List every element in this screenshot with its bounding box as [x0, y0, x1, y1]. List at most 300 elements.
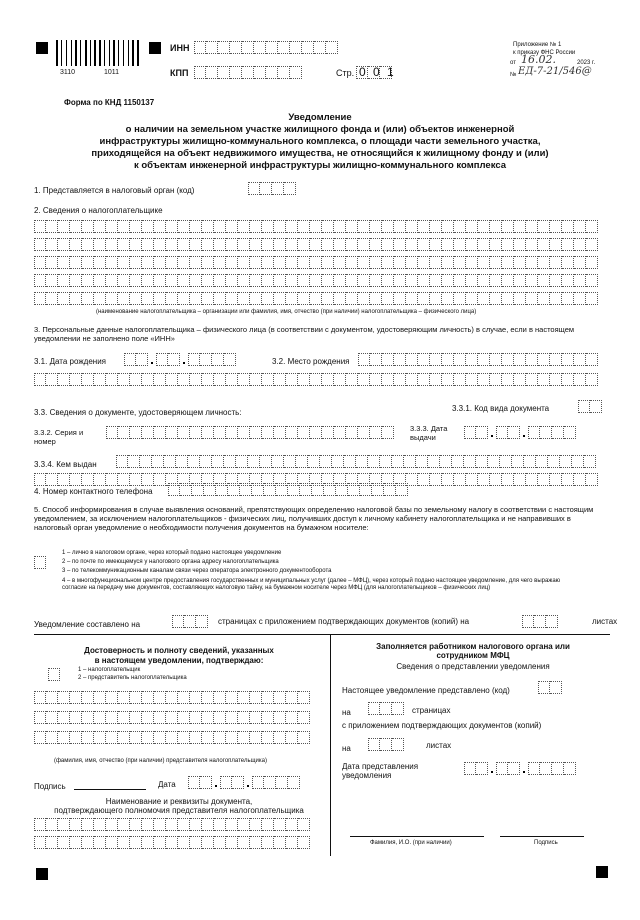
- confirm-title-1: Достоверность и полноту сведений, указанных: [84, 646, 274, 655]
- date-separator: [180, 353, 188, 366]
- cell: [34, 691, 46, 704]
- cell: [370, 274, 382, 287]
- cell: [358, 292, 370, 305]
- cell: [94, 691, 106, 704]
- cell: [346, 274, 358, 287]
- cell: [394, 220, 406, 233]
- cell: [538, 681, 550, 694]
- cell: [496, 426, 508, 439]
- cell: [130, 731, 142, 744]
- cell: [238, 238, 250, 251]
- cell: [298, 274, 310, 287]
- cell: [166, 373, 178, 386]
- cell: [142, 292, 154, 305]
- barcode-bar: [137, 40, 139, 66]
- doc-series-number-field[interactable]: [106, 426, 394, 439]
- cell: [322, 274, 334, 287]
- cell: [418, 473, 430, 486]
- cell: [508, 762, 520, 775]
- cell: [94, 238, 106, 251]
- cell: [94, 836, 106, 849]
- taxpayer-name-row-2[interactable]: [34, 238, 598, 251]
- cell: [236, 455, 248, 468]
- cell: [336, 483, 348, 496]
- cell: [284, 182, 296, 195]
- cell: [502, 292, 514, 305]
- cell: [334, 292, 346, 305]
- cell: [274, 220, 286, 233]
- cell: [394, 274, 406, 287]
- cell: [476, 455, 488, 468]
- cell: [454, 238, 466, 251]
- cell: [454, 373, 466, 386]
- cell: [190, 426, 202, 439]
- barcode-bar: [106, 40, 109, 66]
- barcode-bar: [75, 40, 77, 66]
- barcode: [56, 40, 142, 66]
- cell: [94, 731, 106, 744]
- inn-field[interactable]: [194, 41, 338, 54]
- cell: [82, 238, 94, 251]
- cell: [298, 691, 310, 704]
- cell: [260, 455, 272, 468]
- cell: [190, 836, 202, 849]
- cell: [442, 353, 454, 366]
- cell: [310, 426, 322, 439]
- cell: [188, 776, 200, 789]
- cell: [58, 256, 70, 269]
- cell: [502, 256, 514, 269]
- cell: [202, 426, 214, 439]
- cell: [382, 238, 394, 251]
- cell: [34, 711, 46, 724]
- cell: [394, 292, 406, 305]
- cell: [574, 274, 586, 287]
- cell: [392, 702, 404, 715]
- cell: [166, 292, 178, 305]
- taxpayer-name-row-5[interactable]: [34, 292, 598, 305]
- cell: [82, 711, 94, 724]
- cell: [82, 292, 94, 305]
- cell: [262, 256, 274, 269]
- cell: [478, 238, 490, 251]
- cell: [418, 274, 430, 287]
- cell: [586, 473, 598, 486]
- cell: [358, 353, 370, 366]
- cell: [526, 220, 538, 233]
- confirmer-fio-row-2[interactable]: [34, 711, 310, 724]
- cell: [334, 256, 346, 269]
- cell: [238, 292, 250, 305]
- cell: [106, 256, 118, 269]
- cell: [58, 373, 70, 386]
- cell: [322, 220, 334, 233]
- cell: [250, 691, 262, 704]
- cell: [442, 292, 454, 305]
- cell: [370, 256, 382, 269]
- cell: [226, 292, 238, 305]
- date-separator: [488, 426, 496, 439]
- cell: [252, 776, 264, 789]
- birth-date-field[interactable]: [124, 353, 236, 366]
- cell: [380, 738, 392, 751]
- tax-authority-code-field[interactable]: [248, 182, 296, 195]
- cell: [214, 691, 226, 704]
- section-1-label: 1. Представляется в налоговый орган (код): [34, 186, 195, 195]
- cell: [454, 220, 466, 233]
- official-subtitle: Сведения о представлении уведомления: [396, 662, 550, 671]
- cell: [116, 455, 128, 468]
- confirmer-type-field[interactable]: [48, 668, 60, 681]
- cell: [370, 292, 382, 305]
- cell: [550, 256, 562, 269]
- cell: [250, 238, 262, 251]
- cell: [310, 373, 322, 386]
- taxpayer-name-row-4[interactable]: [34, 274, 598, 287]
- cell: [238, 256, 250, 269]
- cell: [46, 691, 58, 704]
- cell: [118, 836, 130, 849]
- appendix-date: 16.02.: [521, 53, 556, 66]
- cell: [70, 373, 82, 386]
- cell: [310, 238, 322, 251]
- cell: [550, 373, 562, 386]
- cell: [526, 473, 538, 486]
- cell: [490, 473, 502, 486]
- cell: [118, 731, 130, 744]
- barcode-bar: [130, 40, 131, 66]
- date-separator: [520, 426, 528, 439]
- cell: [562, 473, 574, 486]
- cell: [82, 473, 94, 486]
- cell: [202, 731, 214, 744]
- sign-line[interactable]: [74, 789, 146, 790]
- divider-vertical: [330, 634, 331, 856]
- cell: [194, 66, 206, 79]
- cell: [166, 818, 178, 831]
- cell: [490, 238, 502, 251]
- cell: [370, 238, 382, 251]
- cell: [514, 353, 526, 366]
- cell: [358, 238, 370, 251]
- cell: [142, 731, 154, 744]
- cell: [166, 274, 178, 287]
- cell: [118, 292, 130, 305]
- cell: [286, 818, 298, 831]
- cell: [534, 615, 546, 628]
- cell: [334, 426, 346, 439]
- cell: [526, 353, 538, 366]
- confirmer-fio-row-1[interactable]: [34, 691, 310, 704]
- cell: [202, 238, 214, 251]
- doc-issued-by-row-1[interactable]: [116, 455, 596, 468]
- page-number: 0 0 1: [359, 65, 396, 79]
- cell: [172, 615, 184, 628]
- cell: [154, 836, 166, 849]
- cell: [226, 818, 238, 831]
- kpp-field[interactable]: [194, 66, 302, 79]
- cell: [384, 483, 396, 496]
- composed-middle: страницах с приложением подтверждающих документов (копий) на: [218, 617, 470, 626]
- cell: [442, 373, 454, 386]
- cell: [70, 292, 82, 305]
- cell: [586, 353, 598, 366]
- authority-doc-row-2[interactable]: [34, 836, 310, 849]
- cell: [176, 455, 188, 468]
- cell: [418, 238, 430, 251]
- sign-label: Подпись: [34, 782, 66, 791]
- cell: [202, 836, 214, 849]
- authority-doc-row-1[interactable]: [34, 818, 310, 831]
- cell: [500, 455, 512, 468]
- cell: [538, 292, 550, 305]
- cell: [130, 426, 142, 439]
- cell: [180, 483, 192, 496]
- cell: [266, 41, 278, 54]
- cell: [550, 681, 562, 694]
- cell: [94, 220, 106, 233]
- composed-sheets-field[interactable]: [522, 615, 558, 628]
- title-line-3: инфраструктуры жилищно-коммунального комплекса, о площади части земельного участка,: [99, 136, 541, 147]
- cell: [82, 836, 94, 849]
- cell: [418, 353, 430, 366]
- cell: [488, 455, 500, 468]
- cell: [274, 256, 286, 269]
- date-part: [496, 426, 520, 439]
- cell: [34, 274, 46, 287]
- cell: [548, 455, 560, 468]
- cell: [312, 483, 324, 496]
- section-3-label: 3. Персональные данные налогоплательщика – физического лица (в соответствии с документом, удостоверяющим личность) в случае, если в настоящем уведомлении не заполнено поле «ИНН»: [34, 325, 575, 343]
- cell: [224, 455, 236, 468]
- cell: [442, 256, 454, 269]
- cell: [34, 473, 46, 486]
- cell: [166, 691, 178, 704]
- cell: [586, 373, 598, 386]
- cell: [200, 353, 212, 366]
- cell: [466, 373, 478, 386]
- cell: [274, 426, 286, 439]
- cell: [228, 483, 240, 496]
- cell: [142, 836, 154, 849]
- cell: [290, 66, 302, 79]
- cell: [154, 220, 166, 233]
- cell: [454, 292, 466, 305]
- cell: [220, 776, 232, 789]
- doc-caption-2: подтверждающего полномочия представителя налогоплательщика: [54, 806, 304, 815]
- cell: [452, 455, 464, 468]
- confirmer-fio-row-3[interactable]: [34, 731, 310, 744]
- cell: [214, 256, 226, 269]
- cell: [274, 691, 286, 704]
- cell: [396, 483, 408, 496]
- cell: [586, 292, 598, 305]
- submitted-code-label: Настоящее уведомление представлено (код): [342, 686, 510, 695]
- corner-mark-bottom-left: [36, 868, 48, 880]
- cell: [538, 353, 550, 366]
- cell: [538, 473, 550, 486]
- cell: [226, 711, 238, 724]
- cell: [254, 66, 266, 79]
- cell: [370, 220, 382, 233]
- birthplace-row-1[interactable]: [358, 353, 598, 366]
- cell: [406, 292, 418, 305]
- info-option-2: 2 – по почте по имеющемуся у налогового органа адресу налогоплательщика: [62, 559, 279, 565]
- cell: [564, 762, 576, 775]
- cell: [508, 426, 520, 439]
- cell: [416, 455, 428, 468]
- pages-count-field[interactable]: [368, 702, 404, 715]
- cell: [34, 818, 46, 831]
- cell: [70, 256, 82, 269]
- cell: [106, 473, 118, 486]
- cell: [106, 274, 118, 287]
- barcode-bar: [97, 40, 98, 66]
- cell: [514, 473, 526, 486]
- cell: [490, 220, 502, 233]
- cell: [524, 455, 536, 468]
- cell: [178, 373, 190, 386]
- cell: [478, 473, 490, 486]
- sheets-count-field[interactable]: [368, 738, 404, 751]
- cell: [514, 220, 526, 233]
- cell: [94, 274, 106, 287]
- cell: [250, 373, 262, 386]
- barcode-number-right: 1011: [104, 69, 120, 76]
- cell: [46, 238, 58, 251]
- cell: [526, 238, 538, 251]
- cell: [82, 731, 94, 744]
- cell: [466, 274, 478, 287]
- cell: [346, 220, 358, 233]
- cell: [168, 483, 180, 496]
- cell: [278, 66, 290, 79]
- cell: [106, 731, 118, 744]
- doc-issue-date-field[interactable]: [464, 426, 576, 439]
- na-2-label: на: [342, 744, 351, 753]
- cell: [346, 426, 358, 439]
- cell: [136, 353, 148, 366]
- cell: [358, 220, 370, 233]
- cell: [202, 220, 214, 233]
- cell: [262, 836, 274, 849]
- cell: [326, 41, 338, 54]
- cell: [46, 473, 58, 486]
- barcode-bar: [135, 40, 136, 66]
- barcode-bar: [113, 40, 115, 66]
- cell: [142, 426, 154, 439]
- cell: [562, 274, 574, 287]
- cell: [142, 238, 154, 251]
- cell: [130, 836, 142, 849]
- composed-pages-field[interactable]: [172, 615, 208, 628]
- cell: [190, 292, 202, 305]
- cell: [418, 292, 430, 305]
- date-part: [220, 776, 244, 789]
- cell: [190, 256, 202, 269]
- cell: [418, 220, 430, 233]
- cell: [562, 373, 574, 386]
- cell: [502, 220, 514, 233]
- cell: [266, 66, 278, 79]
- cell: [226, 373, 238, 386]
- official-title-2: сотрудником МФЦ: [436, 651, 510, 660]
- submitted-code-field[interactable]: [538, 681, 562, 694]
- barcode-bar: [116, 40, 117, 66]
- cell: [118, 691, 130, 704]
- cell: [226, 836, 238, 849]
- date-part: [252, 776, 300, 789]
- taxpayer-name-row-1[interactable]: [34, 220, 598, 233]
- cell: [586, 274, 598, 287]
- cell: [70, 818, 82, 831]
- official-sign-line[interactable]: [500, 836, 584, 837]
- cell: [372, 483, 384, 496]
- cell: [478, 353, 490, 366]
- cell: [70, 238, 82, 251]
- cell: [240, 483, 252, 496]
- cell: [466, 292, 478, 305]
- cell: [250, 711, 262, 724]
- cell: [46, 256, 58, 269]
- cell: [106, 711, 118, 724]
- cell: [490, 256, 502, 269]
- cell: [250, 731, 262, 744]
- cell: [490, 292, 502, 305]
- cell: [154, 274, 166, 287]
- cell: [278, 41, 290, 54]
- cell: [34, 256, 46, 269]
- cell: [406, 373, 418, 386]
- confirmer-fio-caption: (фамилия, имя, отчество (при наличии) представителя налогоплательщика): [54, 758, 267, 764]
- cell: [368, 738, 380, 751]
- confirm-date-field[interactable]: [188, 776, 300, 789]
- confirmer-option-2: 2 – представитель налогоплательщика: [78, 675, 187, 681]
- barcode-bar: [80, 40, 81, 66]
- cell: [442, 238, 454, 251]
- doc-type-code-field[interactable]: [578, 400, 602, 413]
- official-fio-line[interactable]: [350, 836, 484, 837]
- cell: [70, 836, 82, 849]
- cell: [226, 256, 238, 269]
- cell: [34, 373, 46, 386]
- cell: [308, 455, 320, 468]
- s33-label: 3.3. Сведения о документе, удостоверяющем личность:: [34, 408, 242, 417]
- cell: [118, 818, 130, 831]
- cell: [196, 615, 208, 628]
- cell: [322, 426, 334, 439]
- cell: [248, 455, 260, 468]
- info-method-field[interactable]: [34, 556, 46, 569]
- cell: [226, 691, 238, 704]
- cell: [538, 220, 550, 233]
- birthplace-row-2[interactable]: [34, 373, 598, 386]
- cell: [188, 455, 200, 468]
- cell: [250, 220, 262, 233]
- cell: [550, 238, 562, 251]
- phone-field[interactable]: [168, 483, 408, 496]
- cell: [478, 373, 490, 386]
- barcode-bar: [123, 40, 124, 66]
- title-line-1: Уведомление: [288, 112, 352, 123]
- cell: [238, 818, 250, 831]
- submit-date-field[interactable]: [464, 762, 576, 775]
- cell: [514, 274, 526, 287]
- cell: [238, 691, 250, 704]
- cell: [502, 473, 514, 486]
- taxpayer-name-row-3[interactable]: [34, 256, 598, 269]
- cell: [46, 731, 58, 744]
